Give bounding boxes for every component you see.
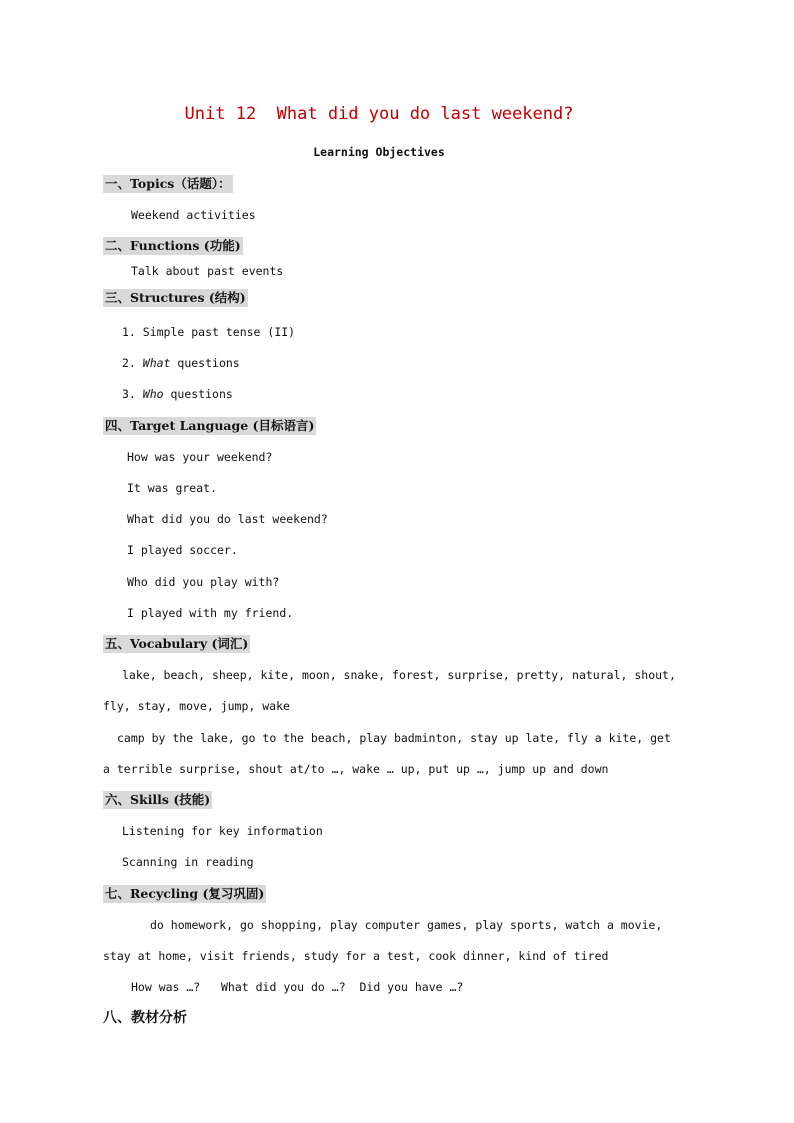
structures-line-3 (122, 386, 233, 402)
vocabulary-line: a terrible surprise, shout at/to …, wake … up, put up …, jump up and down (103, 762, 609, 776)
target-language-line: How was your weekend? (127, 450, 273, 464)
topics-line: Weekend activities (131, 208, 256, 222)
section-textbook-analysis-heading: 八、教材分析 (103, 1010, 187, 1026)
structures-line-2 (122, 355, 240, 371)
recycling-line: do homework, go shopping, play computer games, play sports, watch a movie, (150, 918, 663, 932)
target-language-line: What did you do last weekend? (127, 512, 328, 526)
recycling-line: How was …? What did you do …? Did you have …? (131, 980, 464, 994)
structures-line-2-num: 2. (122, 356, 143, 370)
section-topics-heading: 一、Topics（话题）： (105, 176, 231, 191)
section-vocabulary-heading: 五、Vocabulary (词汇) (105, 636, 249, 651)
section-structures-heading: 三、Structures (结构) (105, 290, 246, 305)
vocabulary-line: lake, beach, sheep, kite, moon, snake, forest, surprise, pretty, natural, shout, (122, 668, 676, 682)
vocabulary-line: fly, stay, move, jump, wake (103, 699, 290, 713)
vocabulary-line: camp by the lake, go to the beach, play badminton, stay up late, fly a kite, get (117, 731, 671, 745)
section-target-language-heading: 四、Target Language (目标语言) (105, 418, 315, 433)
section-functions-heading: 二、Functions (功能) (105, 238, 241, 253)
recycling-line: stay at home, visit friends, study for a test, cook dinner, kind of tired (103, 949, 609, 963)
target-language-line: Who did you play with? (127, 575, 280, 589)
page-title: Unit 12 What did you do last weekend? (184, 104, 574, 124)
structures-line-1: 1. Simple past tense (II) (122, 325, 296, 339)
functions-line: Talk about past events (131, 264, 284, 278)
target-language-line: It was great. (127, 481, 218, 495)
target-language-line: I played with my friend. (127, 606, 294, 620)
structures-line-2-rest: questions (170, 356, 240, 370)
target-language-line: I played soccer. (127, 543, 238, 557)
page-subtitle: Learning Objectives (313, 145, 445, 159)
skills-line: Listening for key information (122, 824, 323, 838)
section-skills-heading: 六、Skills (技能) (105, 792, 211, 807)
structures-line-3-word: Who (142, 387, 164, 401)
structures-line-3-num: 3. (122, 387, 143, 401)
skills-line: Scanning in reading (122, 855, 254, 869)
structures-line-3-rest: questions (163, 387, 233, 401)
section-recycling-heading: 七、Recycling (复习巩固) (105, 886, 265, 901)
structures-line-2-word: What (142, 356, 171, 370)
